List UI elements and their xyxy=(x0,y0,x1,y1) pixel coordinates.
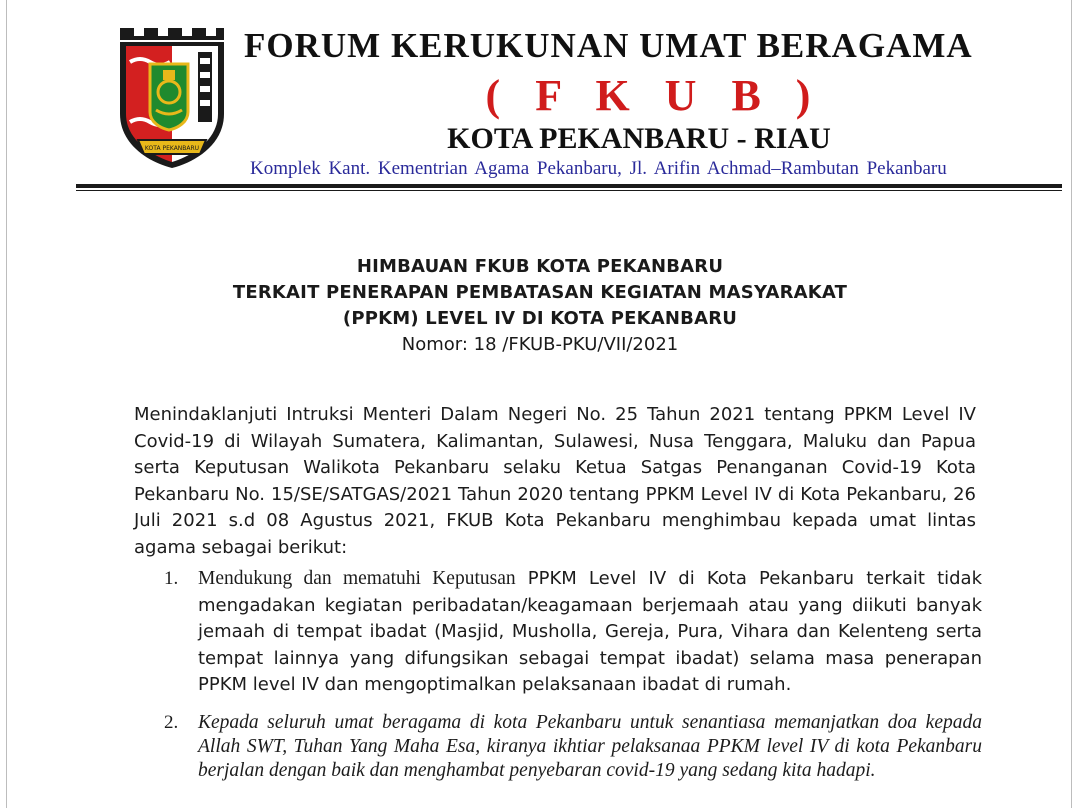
letter-title-line-3: (PPKM) LEVEL IV DI KOTA PEKANBARU xyxy=(342,308,738,329)
list-item xyxy=(164,566,982,699)
list-item-text: Kepada seluruh umat beragama di kota Pekanbaru untuk senantiasa memanjatkan doa kepada Allah SWT, Tuhan Yang Maha Esa, kiranya ikhtiar pelaksanaa PPKM level IV di kota Pekanbaru berjalan dengan baik dan menghambat penyebaran covid-19 yang sedang kita hadapi. xyxy=(198,711,982,781)
letter-intro-paragraph: Menindaklanjuti Intruksi Menteri Dalam Negeri No. 25 Tahun 2021 tentang PPKM Level IV Covid-19 di Wilayah Sumatera, Kalimantan, Sulawesi, Nusa Tenggara, Maluku dan Papua serta Keputusan Walikota Pekanbaru selaku Ketua Satgas Penanganan Covid-19 Kota Pekanbaru No. 15/SE/SATGAS/2021 Tahun 2020 tentang PPKM Level IV di Kota Pekanbaru, 26 Juli 2021 s.d 08 Agustus 2021, FKUB Kota Pekanbaru menghimbau kepada umat lintas agama sebagai berikut: xyxy=(134,404,976,558)
list-item-number: 1. xyxy=(164,568,179,589)
org-name: FORUM KERUKUNAN UMAT BERAGAMA xyxy=(244,26,973,65)
org-address: Komplek Kant. Kementrian Agama Pekanbaru, Jl. Arifin Achmad–Rambutan Pekanbaru xyxy=(250,158,947,179)
city-emblem-logo xyxy=(116,22,228,170)
letter-number: Nomor: 18 /FKUB-PKU/VII/2021 xyxy=(401,334,679,355)
list-item xyxy=(164,711,982,783)
list-item-text: PPKM Level IV di Kota Pekanbaru terkait tidak mengadakan kegiatan peribadatan/keagamaan berjemaah atau yang diikuti banyak jemaah di tempat ibadat (Masjid, Musholla, Gereja, Pura, Vihara dan Kelenteng serta tempat lainnya yang difungsikan sebagai tempat ibadat) selama masa penerapan PPKM level IV dan mengoptimalkan pelaksanaan ibadat di rumah. xyxy=(198,568,983,695)
header-rule-thin xyxy=(76,190,1062,191)
list-item-lead: Mendukung dan mematuhi Keputusan xyxy=(198,568,516,589)
list-item-number: 2. xyxy=(164,711,179,733)
letter-title-line-2: TERKAIT PENERAPAN PEMBATASAN KEGIATAN MASYARAKAT xyxy=(232,282,848,303)
instruction-list xyxy=(164,566,982,783)
org-abbreviation: ( F K U B ) xyxy=(485,71,823,120)
logo-caption: KOTA PEKANBARU xyxy=(144,145,200,152)
letter-title-line-1: HIMBAUAN FKUB KOTA PEKANBARU xyxy=(356,256,724,277)
header-rule-thick xyxy=(76,184,1062,188)
letter-title-block xyxy=(100,254,980,358)
org-city: KOTA PEKANBARU - RIAU xyxy=(447,122,831,155)
